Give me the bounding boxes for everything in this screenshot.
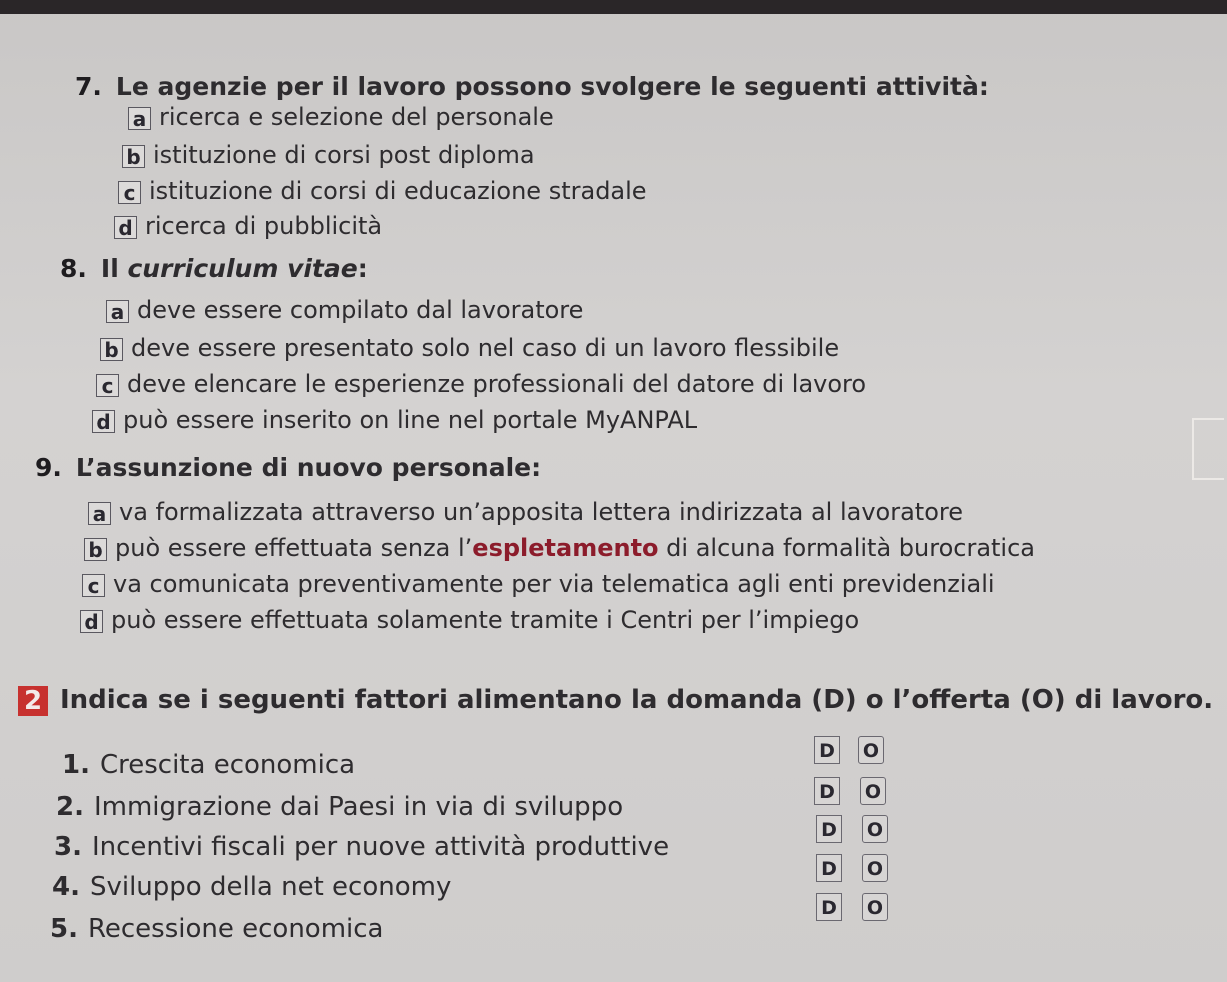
question-7 — [75, 72, 989, 101]
exercise-item-1 — [62, 750, 355, 780]
option-9d[interactable] — [80, 606, 859, 634]
question-text-suffix: : — [357, 254, 368, 283]
option-text-after: di alcuna formalità burocratica — [658, 534, 1035, 562]
item-number: 3. — [54, 832, 82, 862]
option-text: può essere inserito on line nel portale MyANPAL — [123, 406, 698, 434]
exercise-number-badge: 2 — [18, 686, 48, 716]
exercise-item-4 — [52, 872, 451, 902]
option-letter: a — [128, 107, 151, 130]
question-9 — [35, 453, 541, 482]
option-text-before: può essere effettuata senza l’ — [115, 534, 473, 562]
question-number: 7. — [75, 72, 102, 101]
option-text: va formalizzata attraverso un’apposita lettera indirizzata al lavoratore — [119, 498, 963, 526]
option-letter: d — [114, 216, 137, 239]
item-number: 1. — [62, 750, 90, 780]
item-text: Crescita economica — [99, 750, 356, 780]
option-7c[interactable] — [118, 177, 647, 205]
exercise-item-2 — [56, 792, 623, 822]
option-8d[interactable] — [92, 406, 697, 434]
question-text: L’assunzione di nuovo personale: — [75, 453, 542, 482]
option-text: va comunicata preventivamente per via telematica agli enti previdenziali — [113, 570, 995, 598]
option-letter: b — [100, 338, 123, 361]
option-text: deve essere compilato dal lavoratore — [137, 296, 584, 324]
option-text: deve elencare le esperienze professionali del datore di lavoro — [127, 370, 867, 398]
question-8 — [60, 254, 368, 283]
option-9b[interactable] — [84, 534, 1035, 562]
option-text: ricerca di pubblicità — [145, 212, 383, 240]
exercise-instruction-text: Indica se i seguenti fattori alimentano la domanda (D) o l’offerta (O) di lavoro. — [60, 685, 1214, 715]
exercise-item-5 — [50, 914, 383, 944]
option-letter: a — [88, 502, 111, 525]
option-text: ricerca e selezione del personale — [159, 103, 554, 131]
choice-o-item-5[interactable]: O — [862, 893, 888, 921]
item-text: Incentivi fiscali per nuove attività produttive — [91, 832, 670, 862]
page-margin-bracket — [1192, 418, 1224, 480]
option-9a[interactable] — [88, 498, 963, 526]
option-7d[interactable] — [114, 212, 382, 240]
question-text-italic: curriculum vitae — [127, 254, 358, 283]
choice-d-item-2[interactable]: D — [814, 777, 840, 805]
choice-o-item-4[interactable]: O — [862, 854, 888, 882]
option-8c[interactable] — [96, 370, 866, 398]
option-8b[interactable] — [100, 334, 839, 362]
exercise-2-instruction — [18, 685, 1213, 716]
option-letter: c — [96, 374, 119, 397]
item-number: 2. — [56, 792, 84, 822]
question-number: 8. — [60, 254, 87, 283]
item-text: Recessione economica — [87, 914, 384, 944]
choice-d-item-1[interactable]: D — [814, 736, 840, 764]
option-letter: b — [84, 538, 107, 561]
item-text: Immigrazione dai Paesi in via di sviluppo — [93, 792, 624, 822]
option-letter: d — [80, 610, 103, 633]
choice-o-item-3[interactable]: O — [862, 815, 888, 843]
choice-o-item-1[interactable]: O — [858, 736, 884, 764]
highlighted-term: espletamento — [472, 534, 659, 562]
option-9c[interactable] — [82, 570, 995, 598]
question-number: 9. — [35, 453, 62, 482]
option-text: istituzione di corsi post diploma — [153, 141, 535, 169]
option-text: può essere effettuata solamente tramite i Centri per l’impiego — [111, 606, 860, 634]
option-text: deve essere presentato solo nel caso di un lavoro flessibile — [131, 334, 840, 362]
option-letter: c — [82, 574, 105, 597]
choice-d-item-3[interactable]: D — [816, 815, 842, 843]
option-7b[interactable] — [122, 141, 535, 169]
option-letter: b — [122, 145, 145, 168]
option-letter: a — [106, 300, 129, 323]
option-letter: d — [92, 410, 115, 433]
choice-o-item-2[interactable]: O — [860, 777, 886, 805]
exercise-item-3 — [54, 832, 669, 862]
option-letter: c — [118, 181, 141, 204]
option-text: istituzione di corsi di educazione stradale — [149, 177, 647, 205]
item-number: 5. — [50, 914, 78, 944]
choice-d-item-4[interactable]: D — [816, 854, 842, 882]
item-number: 4. — [52, 872, 80, 902]
option-7a[interactable] — [128, 103, 554, 131]
item-text: Sviluppo della net economy — [89, 872, 452, 902]
question-text-prefix: Il — [100, 254, 128, 283]
choice-d-item-5[interactable]: D — [816, 893, 842, 921]
option-8a[interactable] — [106, 296, 583, 324]
question-text: Le agenzie per il lavoro possono svolgere le seguenti attività: — [115, 72, 989, 101]
